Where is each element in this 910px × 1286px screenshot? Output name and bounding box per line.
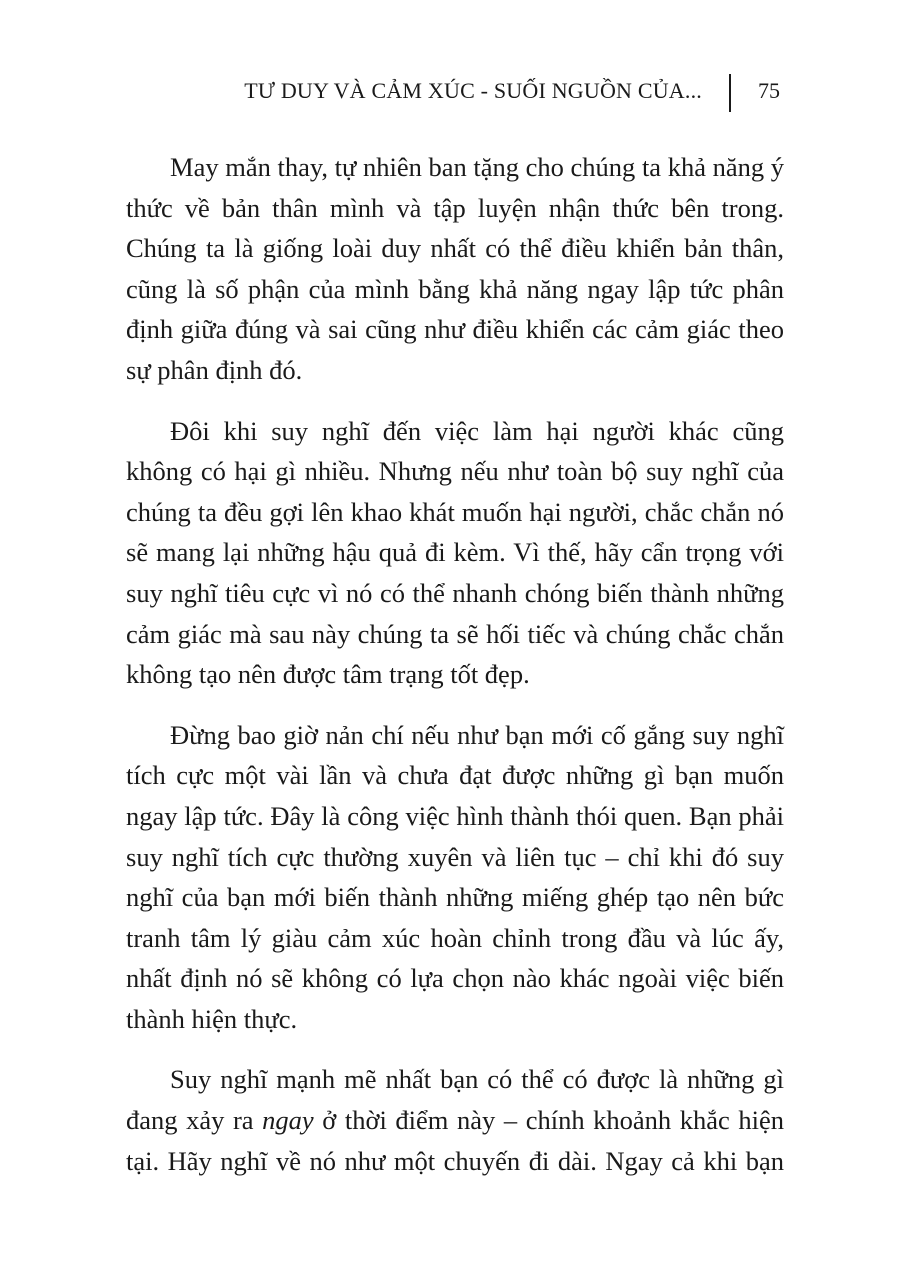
page-number: 75 [758,78,780,103]
paragraph-4 [126,1059,784,1181]
paragraph-1: May mắn thay, tự nhiên ban tặng cho chúng ta khả năng ý thức về bản thân mình và tập luyện nhận thức bên trong. Chúng ta là giống loài duy nhất có thể điều khiển bản thân, cũng là số phận của mình bằng khả năng ngay lập tức phân định giữa đúng và sai cũng như điều khiển các cảm giác theo sự phân định đó. [126,152,784,385]
running-title: TƯ DUY VÀ CẢM XÚC - SUỐI NGUỒN CỦA... [244,78,702,103]
paragraph-4-text-start: Suy nghĩ mạnh mẽ nhất bạn có thể có được là những gì đang xảy ra [126,1064,784,1136]
paragraph-3: Đừng bao giờ nản chí nếu như bạn mới cố gắng suy nghĩ tích cực một vài lần và chưa đạt được những gì bạn muốn ngay lập tức. Đây là công việc hình thành thói quen. Bạn phải suy nghĩ tích cực thường xuyên và liên tục – chỉ khi đó suy nghĩ của bạn mới biến thành những miếng ghép tạo nên bức tranh tâm lý giàu cảm xúc hoàn chỉnh trong đầu và lúc ấy, nhất định nó sẽ không có lựa chọn nào khác ngoài việc biến thành hiện thực. [126,719,784,1034]
header-divider [729,74,731,112]
paragraph-4-text-end: ở thời điểm này – chính khoảnh khắc hiện tại. Hãy nghĩ về nó như một chuyến đi dài. Ngay cả khi bạn [126,1105,784,1176]
body-text [126,147,784,1181]
paragraph-2: Đôi khi suy nghĩ đến việc làm hại người khác cũng không có hại gì nhiều. Nhưng nếu như toàn bộ suy nghĩ của chúng ta đều gợi lên khao khát muốn hại người, chắc chắn nó sẽ mang lại những hậu quả đi kèm. Vì thế, hãy cẩn trọng với suy nghĩ tiêu cực vì nó có thể nhanh chóng biến thành những cảm giác mà sau này chúng ta sẽ hối tiếc và chúng chắc chắn không tạo nên được tâm trạng tốt đẹp. [126,415,784,690]
page-header [0,74,910,114]
emphasis-word: ngay [262,1105,314,1136]
